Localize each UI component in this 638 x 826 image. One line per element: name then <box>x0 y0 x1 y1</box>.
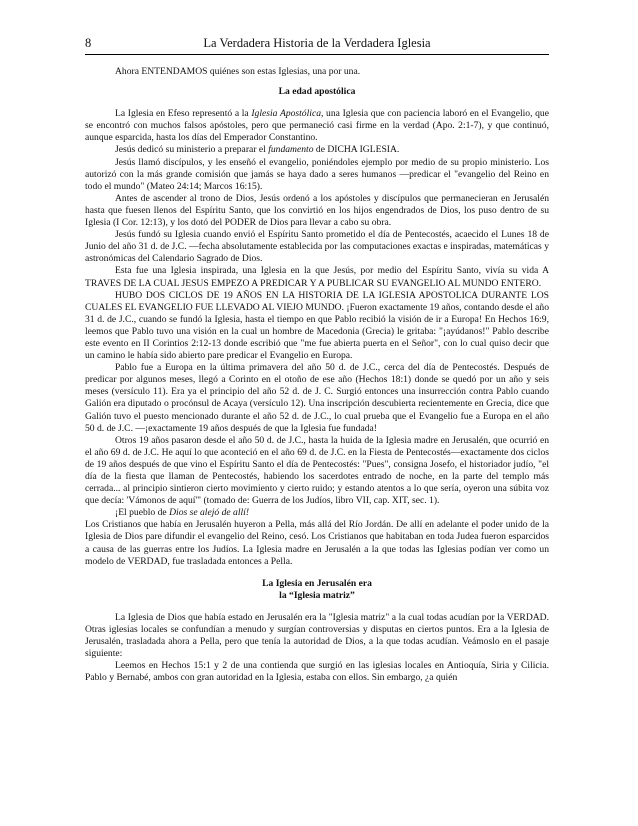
paragraph: Esta fue una Iglesia inspirada, una Iglesia en la que Jesús, por medio del Espíritu Santo, vivía su vida A TRAVES DE LA CUAL JESUS EMPEZO A PREDICAR Y A PUBLICAR SU EVANGELIO AL MUNDO ENTERO. <box>85 265 549 289</box>
intro-paragraph: Ahora ENTENDAMOS quiénes son estas Iglesias, una por una. <box>115 66 361 77</box>
paragraph: Jesús dedicó su ministerio a preparar el fundamento de DICHA IGLESIA. <box>115 144 400 156</box>
paragraph: ¡El pueblo de Dios se alejó de allí! <box>115 507 250 519</box>
emphasis: fundamento <box>268 144 314 156</box>
paragraph: HUBO DOS CICLOS DE 19 AÑOS EN LA HISTORIA DE LA IGLESIA APOSTOLICA DURANTE LOS CUALES EL EVANGELIO FUE LLEVADO AL VIEJO MUNDO. ¡Fueron exactamente 19 años, contando desde el año 31 d. de J.C., cuando se fundó la Iglesia, hasta el tiempo en que Pablo recibió la visión de ir a Europa! En Hechos 16:9, leemos que Pablo tuvo una visión en la cual un hombre de Macedonia (Grecia) le gritaba: "¡ayúdanos!" Pablo describe este evento en II Corintios 2:12-13 donde escribió que "me fue abierta puerta en el Señor", con lo cual quiso decir que un camino le había sido abierto pare predicar el Evangelio en Europa. <box>85 289 549 362</box>
section-heading-mother-church: La Iglesia en Jerusalén era la “Iglesia matriz” <box>262 577 372 601</box>
paragraph: Los Cristianos que había en Jerusalén huyeron a Pella, más allá del Río Jordán. De allí en adelante el poder unido de la Iglesia de Dios pare difundir el evangelio del Reino, cesó. Los Cristianos que habitaban en toda Judea fueron esparcidos a causa de las guerras entre los Judíos. La Iglesia madre en Jerusalén a la que todas las Iglesias podían ver como un modelo de VERDAD, fue trasladada entonces a Pella. <box>85 519 549 567</box>
paragraph: Jesús fundó su Iglesia cuando envió el Espíritu Santo prometido el día de Pentecostés, acaecido el Lunes 18 de Junio del año 31 d. de J.C. —fecha absolutamente establecida por las computaciones exactas e inspiradas, matemáticas y astronómicas del Calendario Sagrado de Dios. <box>85 229 549 265</box>
paragraph: Jesús llamó discípulos, y les enseñó el evangelio, poniéndoles ejemplo por medio de su propio ministerio. Los autorizó con la más grande comisión que jamás se haya dado a seres humanos —predicar el "evangelio del Reino en todo el mundo" (Mateo 24:14; Marcos 16:15). <box>85 156 549 192</box>
emphasis: Dios se alejó de allí! <box>169 507 250 519</box>
body-text <box>85 66 549 685</box>
paragraph: La Iglesia de Dios que había estado en Jerusalén era la "Iglesia matriz" a la cual todas acudían por la VERDAD. Otras iglesias locales se confundían a menudo y surgían controversias y disputas en ciertos puntos. Era a la Iglesia de Jerusalén, trasladada ahora a Pella, pero que tenía la autoridad de Dios, a la que todas acudían. Veámoslo en el pasaje siguiente: <box>85 611 549 660</box>
emphasis: Iglesia Apostólica <box>251 108 321 120</box>
section-heading-apostolic-age: La edad apostólica <box>278 86 356 98</box>
paragraph: Antes de ascender al trono de Dios, Jesús ordenó a los apóstoles y discípulos que permanecieran en Jerusalén hasta que fuesen llenos del Espíritu Santo, que los convirtió en los hijos engendrados de Dios, los puso dentro de su Iglesia (I Cor. 12:13), y los dotó del PODER de Dios para llevar a cabo su obra. <box>85 192 549 229</box>
page-number: 8 <box>85 36 92 50</box>
paragraph: Leemos en Hechos 15:1 y 2 de una contienda que surgió en las iglesias locales en Antioquía, Siria y Cilicia. Pablo y Bernabé, ambos con gran autoridad en la Iglesia, estaba con ellos. Sin embargo, ¿a quién <box>85 660 549 684</box>
running-header <box>85 34 549 55</box>
paragraph: La Iglesia en Efeso representó a la Iglesia Apostólica, una Iglesia que con paciencia laboró en el Evangelio, que se encontró con muchos falsos apóstoles, pero que permaneció casi firme en la verdad (Apo. 2:1-7), y que continuó, aunque esparcida, hasta los días del Emperador Constantino. <box>85 108 549 144</box>
running-title: La Verdadera Historia de la Verdadera Iglesia <box>203 36 431 50</box>
paragraph: Pablo fue a Europa en la última primavera del año 50 d. de J.C., cerca del día de Pentecostés. Después de predicar por algunos meses, llegó a Corinto en el otoño de ese año (Hechos 18:1) donde se quedó por un año y seis meses (versículo 11). Era ya el principio del año 52 d. de J. C. Surgió entonces una insurrección contra Pablo cuando Galión era diputado o procónsul de Acaya (versículo 12). Una inscripción descubierta recientemente en Grecia, dice que Galión tuvo el puesto mencionado durante el año 52 d. de J.C., lo cual prueba que el Evangelio fue a Europa en el año 50 d. de J.C. —¡exactamente 19 años después de que la Iglesia fue fundada! <box>85 362 549 434</box>
paragraph: Otros 19 años pasaron desde el año 50 d. de J.C., hasta la huida de la Iglesia madre en Jerusalén, que ocurrió en el año 69 d. de J.C. He aquí lo que aconteció en el año 69 d. de J.C. en la Fiesta de Pentecostés—exactamente dos ciclos de 19 años después de que vino el Espíritu Santo el día de Pentecostés: "Pues", consigna Josefo, el historiador judío, "el día de la fiesta que llaman de Pentecostés, habiendo los sacerdotes entrado de noche, en la parte del templo más cerrada... al principio sintieron cierto movimiento y cierto ruido; y estando atentos a lo que sería, oyeron una súbita voz que decía: 'Vámonos de aquí'" (tomado de: Guerra de los Judíos, libro VII, cap. XIT, sec. 1). <box>85 434 549 507</box>
